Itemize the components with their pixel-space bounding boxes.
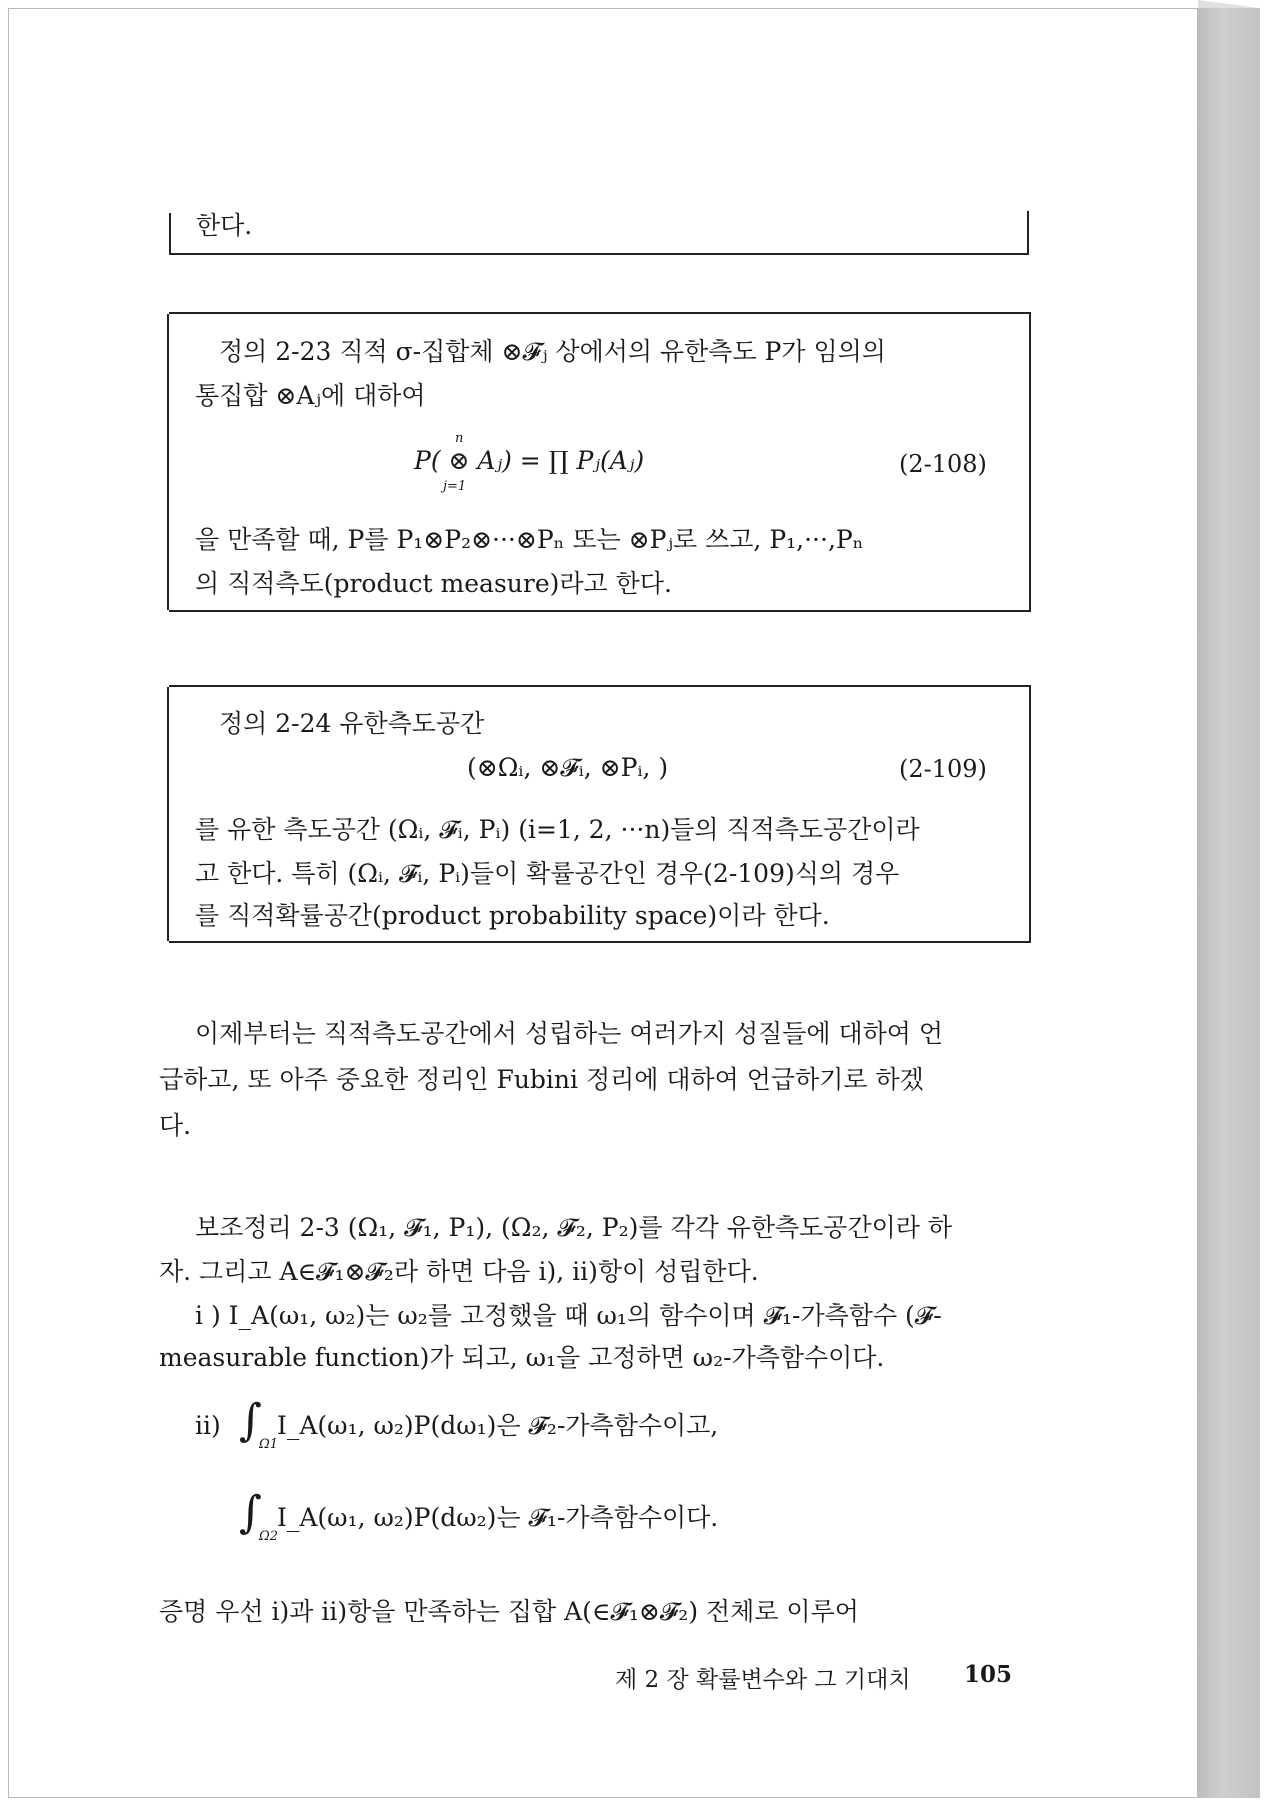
equation-number-2-108: (2-108) bbox=[899, 450, 987, 478]
def223-line3: 을 만족할 때, P를 P₁⊗P₂⊗···⊗Pₙ 또는 ⊗Pⱼ로 쓰고, P₁,···,Pₙ bbox=[195, 525, 864, 554]
def224-line3: 고 한다. 특히 (Ωᵢ, 𝓕ᵢ, Pᵢ)들이 확률공간인 경우(2-109)식의 경우 bbox=[195, 859, 900, 888]
book-page bbox=[8, 8, 1198, 1798]
integral-2-body: I_A(ω₁, ω₂)P(dω₂)는 𝓕₁-가측함수이다. bbox=[277, 1503, 719, 1532]
equation-number-2-109: (2-109) bbox=[899, 755, 987, 783]
lemma-line3: i ) I_A(ω₁, ω₂)는 ω₂를 고정했을 때 ω₁의 함수이며 𝓕₁-가측함수 (𝓕- bbox=[195, 1301, 942, 1330]
lemma-line4: measurable function)가 되고, ω₁을 고정하면 ω₂-가측함수이다. bbox=[159, 1343, 885, 1372]
equation-2-108: P( ⊗ Aⱼ) = ∏ Pⱼ(Aⱼ) bbox=[414, 446, 645, 475]
integral-1-subscript: Ω1 bbox=[259, 1437, 279, 1452]
lemma-line1: 보조정리 2-3 (Ω₁, 𝓕₁, P₁), (Ω₂, 𝓕₂, P₂)를 각각 유한측도공간이라 하 bbox=[195, 1213, 953, 1242]
top-line-text: 한다. bbox=[196, 211, 253, 240]
para-line3: 다. bbox=[159, 1111, 192, 1140]
para-line2: 급하고, 또 아주 중요한 정리인 Fubini 정리에 대하여 언급하기로 하겠 bbox=[159, 1065, 924, 1094]
integral-sign-1: ∫ bbox=[239, 1395, 262, 1446]
para-line1: 이제부터는 직적측도공간에서 성립하는 여러가지 성질들에 대하여 언 bbox=[195, 1019, 944, 1048]
def224-line2: 를 유한 측도공간 (Ωᵢ, 𝓕ᵢ, Pᵢ) (i=1, 2, ···n)들의 직적측도공간이라 bbox=[195, 815, 920, 844]
footer-page-number: 105 bbox=[964, 1661, 1013, 1688]
book-spine-top bbox=[1198, 0, 1260, 8]
integral-sign-2: ∫ bbox=[239, 1487, 262, 1538]
ii-label: ii) bbox=[195, 1411, 221, 1440]
lemma-line2: 자. 그리고 A∈𝓕₁⊗𝓕₂라 하면 다음 i), ii)항이 성립한다. bbox=[159, 1257, 759, 1286]
def224-line1: 정의 2-24 유한측도공간 bbox=[219, 709, 485, 738]
def223-line1: 정의 2-23 직적 σ-집합체 ⊗𝓕ⱼ 상에서의 유한측도 P가 임의의 bbox=[219, 337, 886, 366]
footer-chapter-title: 제 2 장 확률변수와 그 기대치 bbox=[615, 1667, 911, 1693]
equation-2-109: (⊗Ωᵢ, ⊗𝓕ᵢ, ⊗Pᵢ, ) bbox=[467, 753, 669, 782]
book-spine bbox=[1198, 8, 1260, 1798]
proof-line: 증명 우선 i)과 ii)항을 만족하는 집합 A(∈𝓕₁⊗𝓕₂) 전체로 이루어 bbox=[159, 1597, 859, 1626]
eq-sub-j1: j=1 bbox=[443, 479, 467, 494]
integral-2-subscript: Ω2 bbox=[259, 1529, 279, 1544]
def224-line4: 를 직적확률공간(product probability space)이라 한다. bbox=[195, 901, 830, 930]
def223-line2: 통집합 ⊗Aⱼ에 대하여 bbox=[195, 381, 426, 410]
eq-sup-n: n bbox=[455, 431, 464, 446]
top-bottom-rule bbox=[169, 253, 1029, 255]
top-left-rule bbox=[169, 213, 171, 255]
top-right-rule bbox=[1027, 211, 1029, 255]
def223-line4: 의 직적측도(product measure)라고 한다. bbox=[195, 569, 672, 598]
integral-1-body: I_A(ω₁, ω₂)P(dω₁)은 𝓕₂-가측함수이고, bbox=[277, 1411, 719, 1440]
